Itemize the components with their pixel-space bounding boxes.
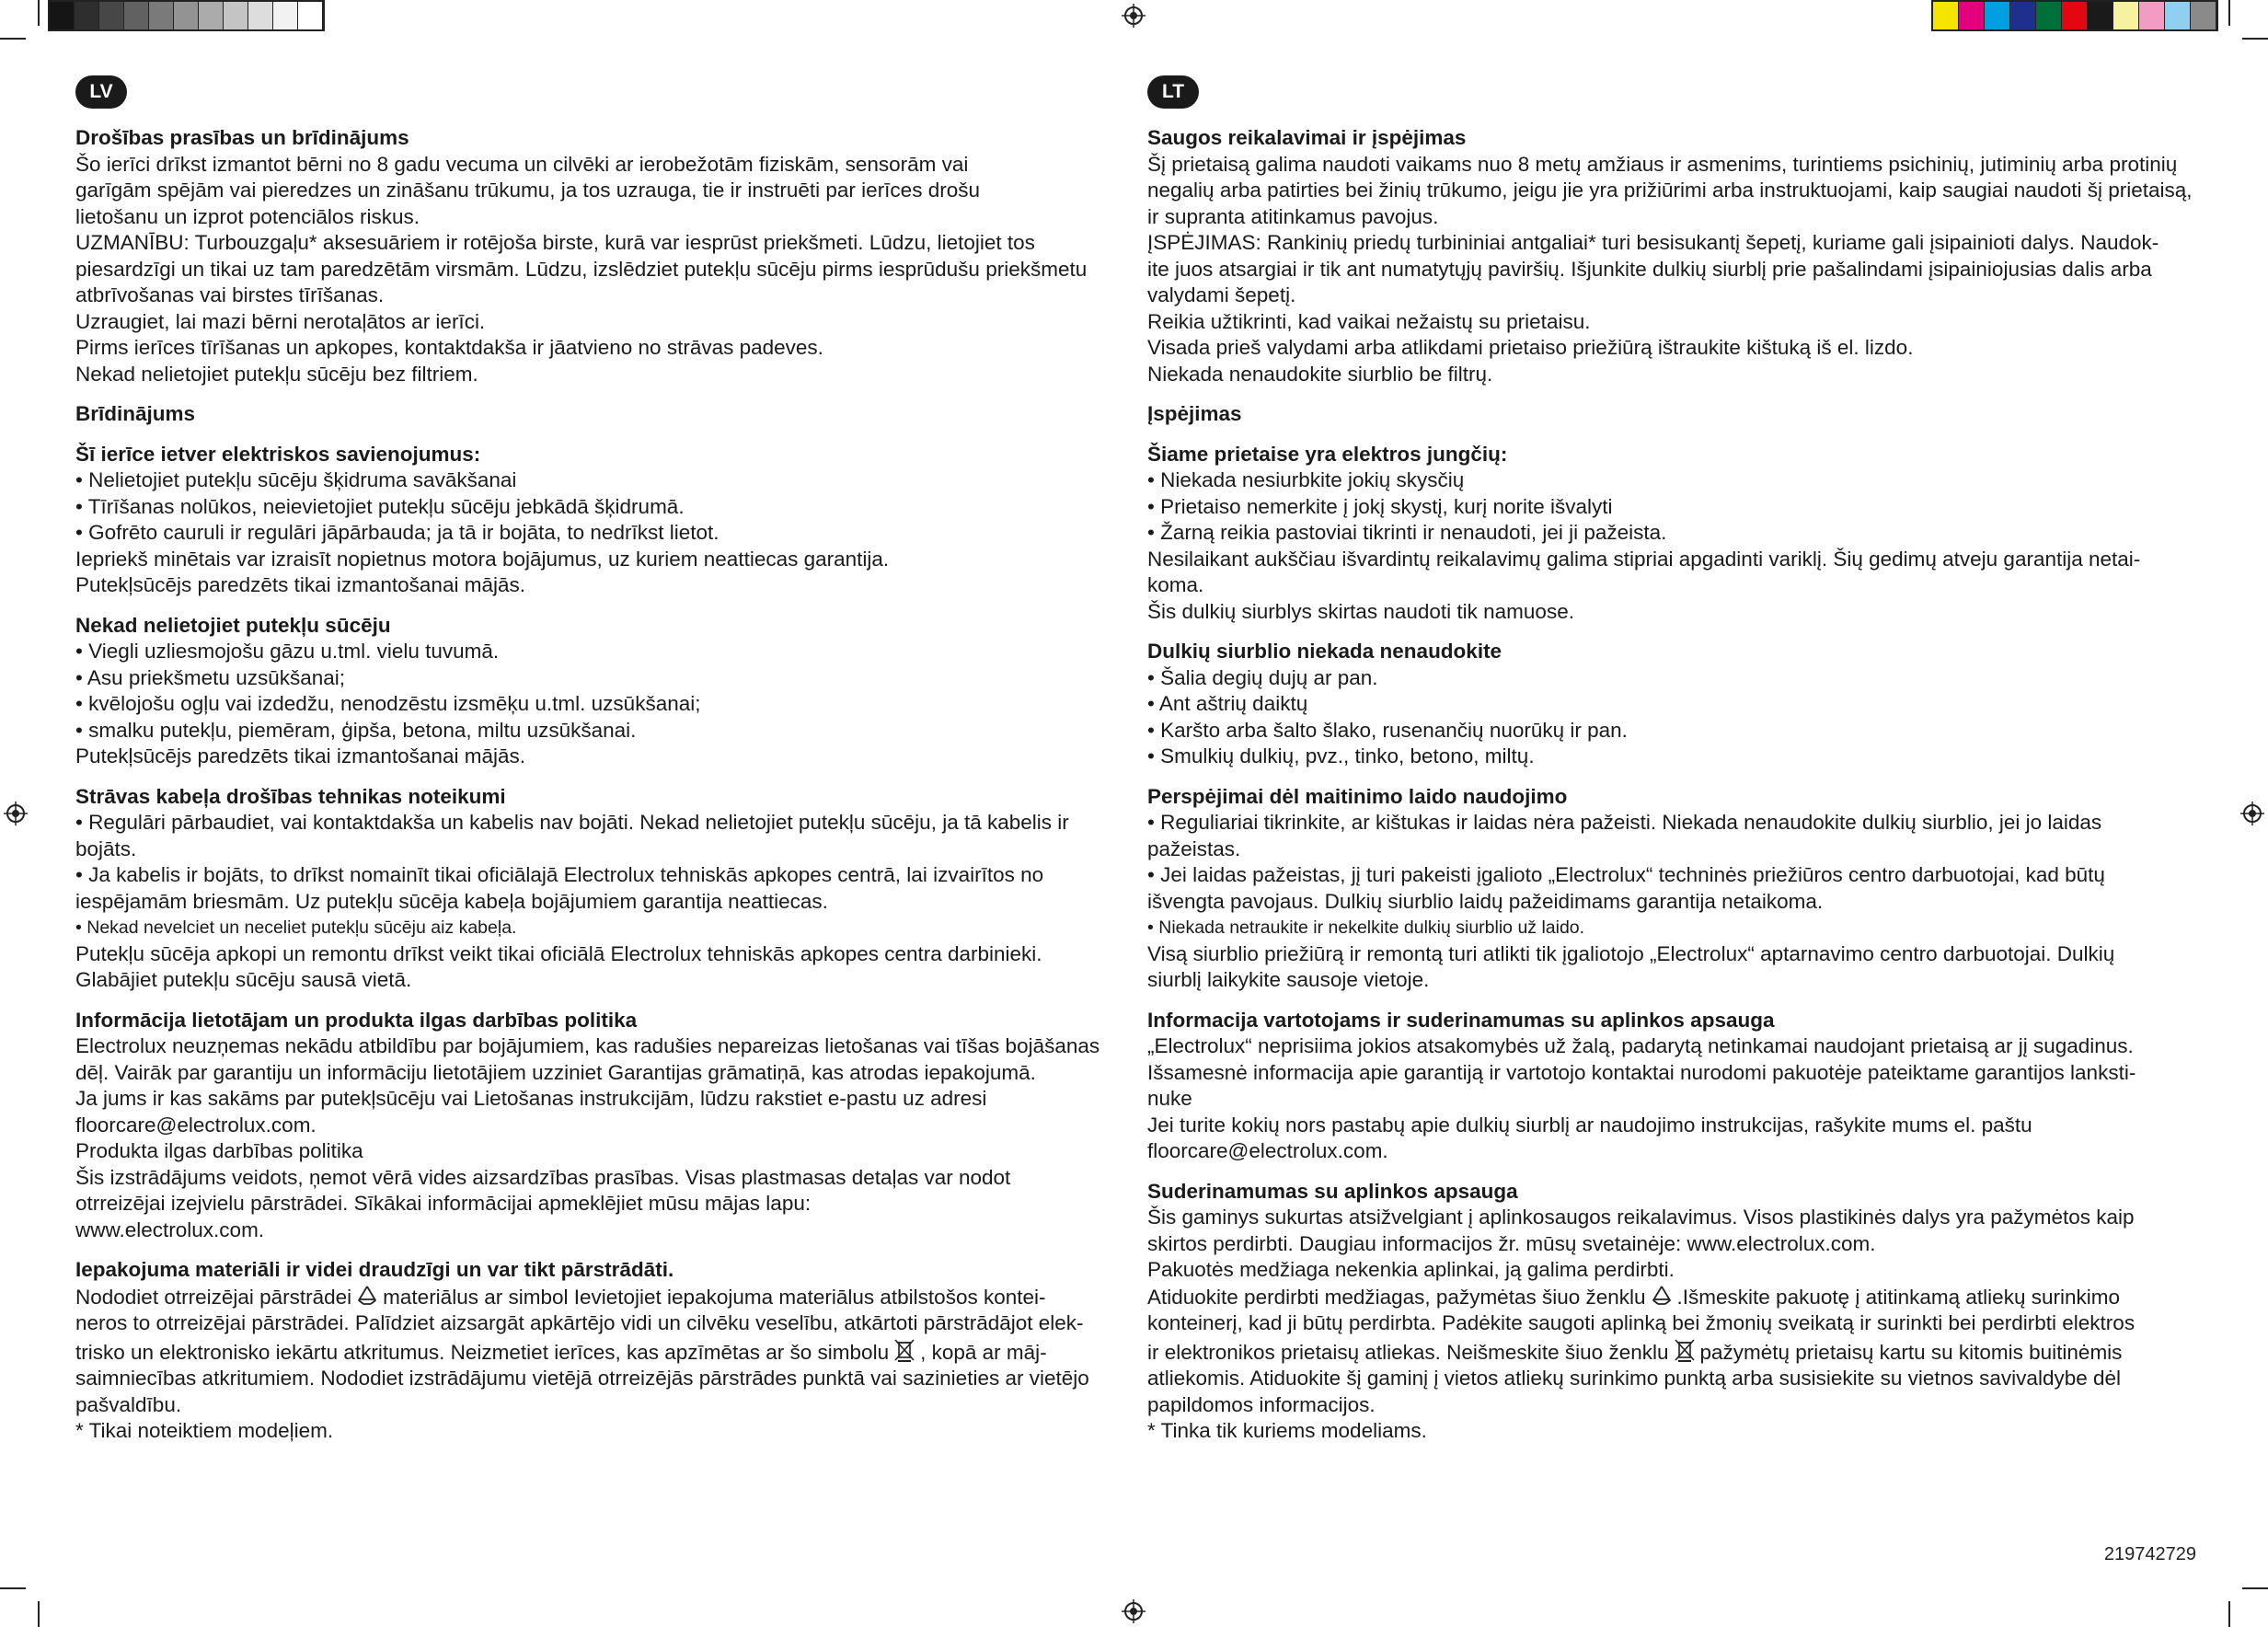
column-lv <box>75 75 1143 1459</box>
paragraph-line: • Ant aštrių daiktų <box>1147 692 1308 715</box>
paragraph-line: Šis izstrādājums veidots, ņemot vērā vides aizsardzības prasības. Visas plastmasas detaļas var nodot <box>75 1165 1011 1189</box>
section-heading: Strāvas kabeļa drošības tehnikas noteikumi <box>75 784 506 808</box>
paragraph-line: Iepriekš minētais var izraisīt nopietnus motora bojājumus, uz kuriem neattiecas garantija. <box>75 547 890 571</box>
section <box>75 784 1143 994</box>
color-swatch <box>2088 2 2113 29</box>
paragraph-line: * Tinka tik kuriems modeliams. <box>1147 1419 1427 1442</box>
paragraph-line: otrreizējai izejvielu pārstrādei. Sīkākai informācijai apmeklējiet mūsu mājas lapu: <box>75 1192 812 1215</box>
gray-swatch <box>174 2 199 29</box>
section-heading: Įspėjimas <box>1147 402 1242 425</box>
paragraph-line: • Šalia degių dujų ar pan. <box>1147 665 1378 689</box>
section-heading: Iepakojuma materiāli ir videi draudzīgi un var tikt pārstrādāti. <box>75 1258 674 1281</box>
paragraph-line: Putekļsūcējs paredzēts tikai izmantošanai mājās. <box>75 744 525 767</box>
paragraph-line: ir supranta atitinkamus pavojus. <box>1147 204 1439 228</box>
paragraph-line <box>1147 1337 2215 1367</box>
section <box>1147 1179 2215 1445</box>
paragraph-line: išvengta pavojaus. Dulkių siurblio laidų pažeidimams garantija netaikoma. <box>1147 889 1824 913</box>
paragraph-line: • Prietaiso nemerkite į jokį skystį, kurį norite išvalyti <box>1147 494 1613 518</box>
gray-swatch <box>124 2 149 29</box>
color-swatch <box>2010 2 2036 29</box>
paragraph-line: • Tīrīšanas nolūkos, neievietojiet putekļu sūcēju jebkādā šķidrumā. <box>75 494 685 518</box>
section-heading: Dulkių siurblio niekada nenaudokite <box>1147 640 1502 663</box>
registration-mark-icon <box>4 802 28 825</box>
section-heading: Drošības prasības un brīdinājums <box>75 126 409 149</box>
crossed-out-bin-icon <box>1673 1337 1697 1363</box>
paragraph-line: atbrīvošanas vai birstes tīrīšanas. <box>75 283 385 306</box>
paragraph-line: • Regulāri pārbaudiet, vai kontaktdakša un kabelis nav bojāti. Nekad nelietojiet putekļu sūcēju, ja tā kabelis ir <box>75 811 1069 834</box>
paragraph-line: • Gofrēto cauruli ir regulāri jāpārbauda; ja tā ir bojāta, to nedrīkst lietot. <box>75 521 720 544</box>
text-span: .Išmeskite pakuotę į atitinkamą atliekų surinkimo <box>1676 1285 2120 1309</box>
paragraph-line: Šo ierīci drīkst izmantot bērni no 8 gadu vecuma un cilvēki ar ierobežotām fiziskām, sensorām vai <box>75 152 969 176</box>
paragraph-line: saimniecības atkritumiem. Nododiet izstrādājumu vietējā otrreizējās pārstrādes punktā vai sazinieties ar vietējo <box>75 1367 1089 1390</box>
paragraph-line: pašvaldību. <box>75 1392 182 1416</box>
gray-swatch <box>50 2 75 29</box>
paragraph-line: skirtos perdirbti. Daugiau informacijos žr. mūsų svetainėje: www.electrolux.com. <box>1147 1231 1876 1255</box>
paragraph-line-small: • Nekad nevelciet un neceliet putekļu sūcēju aiz kabeļa. <box>75 917 517 938</box>
paragraph-line: • Asu priekšmetu uzsūkšanai; <box>75 665 346 689</box>
paragraph-line: Electrolux neuzņemas nekādu atbildību par bojājumiem, kas radušies nepareizas lietošanas vai tīšas bojāšanas <box>75 1034 1100 1057</box>
crop-mark <box>2242 38 2268 40</box>
crop-mark <box>2228 0 2230 26</box>
paragraph-line: Uzraugiet, lai mazi bērni nerotaļātos ar ierīci. <box>75 309 486 333</box>
color-swatch <box>2139 2 2165 29</box>
section <box>75 401 1143 428</box>
color-swatch <box>1933 2 1959 29</box>
paragraph-line: nuke <box>1147 1087 1192 1110</box>
gray-swatch <box>248 2 273 29</box>
section <box>75 1257 1143 1445</box>
paragraph-line: dēļ. Vairāk par garantiju un informāciju lietotājiem uzziniet Garantijas grāmatiņā, kas atrodas iepakojumā. <box>75 1060 1036 1084</box>
color-swatch <box>2191 2 2216 29</box>
paragraph-line: Jei turite kokių nors pastabų apie dulkių siurblį ar naudojimo instrukcijas, rašykite mums el. paštu <box>1147 1113 2032 1137</box>
text-span: Nododiet otrreizējai pārstrādei <box>75 1285 352 1309</box>
paragraph-line <box>75 1337 1143 1367</box>
color-swatch <box>2062 2 2088 29</box>
paragraph-line: bojāts. <box>75 837 137 860</box>
section-heading: Šī ierīce ietver elektriskos savienojumus: <box>75 442 481 466</box>
recycling-symbol-icon <box>355 1284 379 1308</box>
registration-mark-icon <box>1122 4 1146 28</box>
paragraph-line: Visą siurblio priežiūrą ir remontą turi atlikti tik įgaliotojo „Electrolux“ aptarnavimo centro darbuotojai. Dulkių <box>1147 941 2115 965</box>
paragraph-line: Putekļsūcējs paredzēts tikai izmantošanai mājās. <box>75 573 525 596</box>
section-heading: Informācija lietotājam un produkta ilgas darbības politika <box>75 1008 638 1032</box>
section <box>1147 125 2215 387</box>
paragraph-line: • smalku putekļu, piemēram, ģipša, betona, miltu uzsūkšanai. <box>75 718 637 742</box>
paragraph-line: Šis gaminys sukurtas atsižvelgiant į aplinkosaugos reikalavimus. Visos plastikinės dalys yra pažymėtos kaip <box>1147 1206 2135 1229</box>
text-span: pažymėtų prietaisų kartu su kitomis buitinėmis <box>1699 1340 2123 1364</box>
paragraph-line: neros to otrreizējai pārstrādei. Palīdziet aizsargāt apkārtējo vidi un cilvēku veselību, atkārtoti pārstrādājot elek- <box>75 1311 1084 1334</box>
section-heading: Perspėjimai dėl maitinimo laido naudojimo <box>1147 784 1568 808</box>
text-span: materiālus ar simbol Ievietojiet iepakojuma materiālus atbilstošos kontei- <box>383 1285 1046 1309</box>
section <box>75 613 1143 770</box>
paragraph-line: • Viegli uzliesmojošu gāzu u.tml. vielu tuvumā. <box>75 640 500 663</box>
paragraph-line: • Niekada nesiurbkite jokių skysčių <box>1147 468 1465 491</box>
paragraph-line: Šį prietaisą galima naudoti vaikams nuo 8 metų amžiaus ir asmenims, turintiems psichinių, jutiminių arba protinių <box>1147 152 2178 176</box>
paragraph-line: • Ja kabelis ir bojāts, to drīkst nomainīt tikai oficiālajā Electrolux tehniskās apkopes centrā, lai izvairītos no <box>75 863 1044 886</box>
section-heading: Brīdinājums <box>75 402 196 425</box>
paragraph-line: Pirms ierīces tīrīšanas un apkopes, kontaktdakša ir jāatvieno no strāvas padeves. <box>75 336 823 359</box>
paragraph-line: Putekļu sūcēja apkopi un remontu drīkst veikt tikai oficiālā Electrolux tehniskās apkopes centra darbinieki. <box>75 941 1042 965</box>
crop-mark <box>0 38 26 40</box>
document-number: 219742729 <box>2103 1544 2196 1564</box>
paragraph-line: • Karšto arba šalto šlako, rusenančių nuorūkų ir pan. <box>1147 718 1628 742</box>
section <box>1147 401 2215 428</box>
paragraph-line <box>75 1284 1143 1311</box>
gray-swatch <box>224 2 248 29</box>
section <box>1147 639 2215 770</box>
paragraph-line: ite juos atsargiai ir tik ant numatytųjų paviršių. Išjunkite dulkių siurblį prie pašalindami įsipainiojusias dalis arba <box>1147 257 2152 281</box>
paragraph-line: • Žarną reikia pastoviai tikrinti ir nenaudoti, jei ji pažeista. <box>1147 521 1667 544</box>
paragraph-line: Niekada nenaudokite siurblio be filtrų. <box>1147 362 1493 386</box>
recycling-symbol-icon <box>1650 1284 1674 1308</box>
paragraph-line: • Reguliariai tikrinkite, ar kištukas ir laidas nėra pažeisti. Niekada nenaudokite dulkių siurblio, jei jo laidas <box>1147 811 2102 834</box>
color-swatch <box>1985 2 2010 29</box>
gray-swatch <box>273 2 298 29</box>
paragraph-line: koma. <box>1147 573 1204 596</box>
color-swatch <box>1959 2 1985 29</box>
registration-mark-icon <box>2240 802 2264 825</box>
language-badge-lt: LT <box>1147 75 1199 109</box>
paragraph-line: „Electrolux“ neprisiima jokios atsakomybės už žalą, padarytą netinkamai naudojant prietaisą ar jį sugadinus. <box>1147 1034 2134 1057</box>
paragraph-line: • Smulkių dulkių, pvz., tinko, betono, miltų. <box>1147 744 1535 767</box>
paragraph-line: Glabājiet putekļu sūcēju sausā vietā. <box>75 968 412 991</box>
section-heading: Nekad nelietojiet putekļu sūcēju <box>75 613 391 637</box>
paragraph-line: Šis dulkių siurblys skirtas naudoti tik namuose. <box>1147 599 1574 623</box>
gray-swatch <box>199 2 224 29</box>
section <box>75 442 1143 599</box>
paragraph-line: www.electrolux.com. <box>75 1217 265 1241</box>
text-span: , kopā ar māj- <box>920 1340 1047 1364</box>
color-calibration-bar <box>1931 0 2218 31</box>
color-swatch <box>2036 2 2062 29</box>
paragraph-line: • kvēlojošu ogļu vai izdedžu, nenodzēstu izsmēķu u.tml. uzsūkšanai; <box>75 692 701 715</box>
paragraph-line: • Nelietojiet putekļu sūcēju šķidruma savākšanai <box>75 468 517 491</box>
paragraph-line: valydami šepetį. <box>1147 283 1296 306</box>
gray-swatch <box>149 2 174 29</box>
color-swatch <box>2165 2 2191 29</box>
crop-mark <box>38 0 40 26</box>
paragraph-line: floorcare@electrolux.com. <box>1147 1139 1388 1162</box>
section-heading: Informacija vartotojams ir suderinamumas su aplinkos apsauga <box>1147 1008 1775 1032</box>
paragraph-line: * Tikai noteiktiem modeļiem. <box>75 1419 334 1442</box>
text-span: Atiduokite perdirbti medžiagas, pažymėtas šiuo ženklu <box>1147 1285 1646 1309</box>
registration-mark-icon <box>1122 1599 1146 1623</box>
paragraph-line: pažeistas. <box>1147 837 1241 860</box>
paragraph-line: iespējamām briesmām. Uz putekļu sūcēja kabeļa bojājumiem garantija neattiecas. <box>75 889 828 913</box>
paragraph-line: Ja jums ir kas sakāms par putekļsūcēju vai Lietošanas instrukcijām, lūdzu rakstiet e-pastu uz adresi <box>75 1087 987 1110</box>
color-swatch <box>2113 2 2139 29</box>
section <box>1147 1008 2215 1165</box>
paragraph-line: Reikia užtikrinti, kad vaikai nežaistų su prietaisu. <box>1147 309 1591 333</box>
section <box>75 1008 1143 1244</box>
paragraph-line: Išsamesnė informacija apie garantiją ir vartotojo kontaktai nurodomi pakuotėje pateiktame garantijos lanksti- <box>1147 1060 2136 1084</box>
paragraph-line: Nesilaikant aukščiau išvardintų reikalavimų galima stipriai apgadinti variklį. Šių gedimų atveju garantija netai- <box>1147 547 2141 571</box>
section-heading: Suderinamumas su aplinkos apsauga <box>1147 1179 1518 1203</box>
section <box>75 125 1143 387</box>
paragraph-line: Pakuotės medžiaga nekenkia aplinkai, ją galima perdirbti. <box>1147 1258 1675 1281</box>
gray-swatch <box>298 2 323 29</box>
crop-mark <box>38 1601 40 1627</box>
section <box>1147 784 2215 994</box>
crop-mark <box>2228 1601 2230 1627</box>
language-badge-lv: LV <box>75 75 127 109</box>
paragraph-line-small: • Niekada netraukite ir nekelkite dulkių siurblio už laido. <box>1147 917 1585 938</box>
gray-calibration-bar <box>48 0 325 31</box>
paragraph-line: • Jei laidas pažeistas, jį turi pakeisti įgalioto „Electrolux“ techninės priežiūros centro darbuotojai, kad būtų <box>1147 863 2105 886</box>
paragraph-line: Nekad nelietojiet putekļu sūcēju bez filtriem. <box>75 362 478 386</box>
paragraph-line <box>1147 1284 2215 1311</box>
paragraph-line: floorcare@electrolux.com. <box>75 1113 317 1137</box>
section-heading: Šiame prietaise yra elektros jungčių: <box>1147 442 1508 466</box>
column-lt <box>1147 75 2215 1459</box>
paragraph-line: atliekomis. Atiduokite šį gaminį į vietos atliekų surinkimo punktą arba susisiekite su vietnos savivaldybe dėl <box>1147 1367 2122 1390</box>
paragraph-line: garīgām spējām vai pieredzes un zināšanu trūkumu, ja tos uzrauga, tie ir instruēti par ierīces drošu <box>75 179 980 202</box>
gray-swatch <box>99 2 124 29</box>
paragraph-line: Produkta ilgas darbības politika <box>75 1139 363 1162</box>
paragraph-line: konteinerį, kad ji būtų perdirbta. Padėkite saugoti aplinką bei žmonių sveikatą ir surinkti bei perdirbti elektros <box>1147 1311 2136 1334</box>
paragraph-line: ĮSPĖJIMAS: Rankinių priedų turbininiai antgaliai* turi besisukantį šepetį, kuriame gali įsipainioti dalys. Naudok- <box>1147 231 2159 254</box>
paragraph-line: piesardzīgi un tikai uz tam paredzētām virsmām. Lūdzu, izslēdziet putekļu sūcēju pirms iesprūdušu priekšmetu <box>75 257 1088 281</box>
paragraph-line: lietošanu un izprot potenciālos riskus. <box>75 204 420 228</box>
crop-mark <box>0 1587 26 1589</box>
paragraph-line: siurblį laikykite sausoje vietoje. <box>1147 968 1430 991</box>
paragraph-line: negalių arba patirties bei žinių trūkumo, jeigu jie yra prižiūrimi arba instruktuojami, kaip saugiai naudoti šį prietaisą, <box>1147 179 2193 202</box>
paragraph-line: UZMANĪBU: Turbouzgaļu* aksesuāriem ir rotējoša birste, kurā var iesprūst priekšmeti. Lūdzu, lietojiet tos <box>75 231 1035 254</box>
paragraph-line: papildomos informacijos. <box>1147 1392 1376 1416</box>
gray-swatch <box>75 2 99 29</box>
text-span: trisko un elektronisko iekārtu atkritumus. Neizmetiet ierīces, kas apzīmētas ar šo simbolu <box>75 1340 890 1364</box>
section <box>1147 442 2215 626</box>
paragraph-line: Visada prieš valydami arba atlikdami prietaiso priežiūrą ištraukite kištuką iš el. lizdo. <box>1147 336 1914 359</box>
crop-mark <box>2242 1587 2268 1589</box>
crossed-out-bin-icon <box>892 1337 916 1363</box>
section-heading: Saugos reikalavimai ir įspėjimas <box>1147 126 1467 149</box>
text-span: ir elektronikos prietaisų atliekas. Neišmeskite šiuo ženklu <box>1147 1340 1669 1364</box>
